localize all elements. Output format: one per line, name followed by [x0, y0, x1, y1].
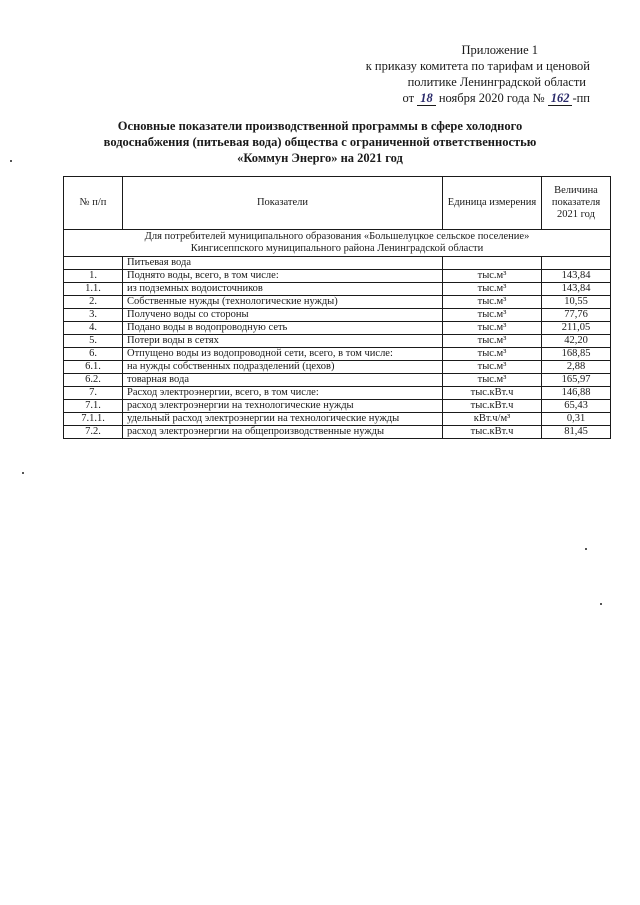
row-value: 211,05: [542, 322, 611, 335]
row-number: 1.: [64, 270, 123, 283]
row-number: 5.: [64, 335, 123, 348]
table-row: [64, 400, 611, 413]
row-indicator: Поднято воды, всего, в том числе:: [123, 270, 443, 283]
row-value: 168,85: [542, 348, 611, 361]
scan-speck: [600, 603, 602, 605]
row-number: 1.1.: [64, 283, 123, 296]
row-indicator: Подано воды в водопроводную сеть: [123, 322, 443, 335]
row-unit: тыс.кВт.ч: [443, 426, 542, 439]
row-unit: тыс.м³: [443, 361, 542, 374]
row-number: 6.1.: [64, 361, 123, 374]
date-prefix: от: [402, 91, 415, 105]
title-line-3: «Коммун Энерго» на 2021 год: [237, 151, 403, 165]
row-value: 146,88: [542, 387, 611, 400]
appendix-title: Приложение 1: [461, 43, 538, 57]
row-unit: тыс.м³: [443, 309, 542, 322]
header-indicator: Показатели: [123, 177, 443, 230]
row-unit: кВт.ч/м³: [443, 413, 542, 426]
row-number: 3.: [64, 309, 123, 322]
header-number: № п/п: [64, 177, 123, 230]
handwritten-order-number: 162: [548, 91, 573, 106]
group-label: [64, 230, 611, 257]
row-indicator: расход электроэнергии на общепроизводственные нужды: [123, 426, 443, 439]
row-value: 165,97: [542, 374, 611, 387]
row-indicator: Получено воды со стороны: [123, 309, 443, 322]
row-value: 77,76: [542, 309, 611, 322]
header-unit: Единица измерения: [443, 177, 542, 230]
row-unit: тыс.м³: [443, 335, 542, 348]
row-indicator: расход электроэнергии на технологические нужды: [123, 400, 443, 413]
title-line-2: водоснабжения (питьевая вода) общества с ограниченной ответственностью: [103, 135, 537, 149]
row-unit: тыс.кВт.ч: [443, 387, 542, 400]
row-indicator: Отпущено воды из водопроводной сети, всего, в том числе:: [123, 348, 443, 361]
row-value: 42,20: [542, 335, 611, 348]
table-row: [64, 296, 611, 309]
row-value: 81,45: [542, 426, 611, 439]
row-value: 0,31: [542, 413, 611, 426]
row-number: 4.: [64, 322, 123, 335]
row-unit: тыс.м³: [443, 283, 542, 296]
table-row: [64, 270, 611, 283]
title-line-1: Основные показатели производственной программы в сфере холодного: [117, 119, 523, 133]
row-value: 10,55: [542, 296, 611, 309]
group-line-1: Для потребителей муниципального образования «Большелуцкое сельское поселение»: [144, 231, 530, 242]
row-value: 143,84: [542, 283, 611, 296]
scan-speck: [585, 548, 587, 550]
group-line-2: Кингисеппского муниципального района Ленинградской области: [190, 243, 484, 254]
table-row: [64, 335, 611, 348]
indicators-table: [63, 176, 611, 439]
row-indicator: товарная вода: [123, 374, 443, 387]
section-label: Питьевая вода: [123, 257, 443, 270]
row-number: 6.: [64, 348, 123, 361]
row-number: 7.1.: [64, 400, 123, 413]
document-title: [60, 118, 580, 166]
appendix-block: [360, 42, 590, 106]
table-row: [64, 322, 611, 335]
table-header-row: [64, 177, 611, 230]
row-unit: тыс.м³: [443, 322, 542, 335]
scan-speck: [22, 472, 24, 474]
row-number: 7.2.: [64, 426, 123, 439]
row-unit: тыс.кВт.ч: [443, 400, 542, 413]
table-row: [64, 283, 611, 296]
table-row: [64, 309, 611, 322]
scan-speck: [10, 160, 12, 162]
table-row: [64, 361, 611, 374]
table-row: [64, 387, 611, 400]
section-row: [64, 257, 611, 270]
header-value: Величина показателя 2021 год: [542, 177, 611, 230]
appendix-date-line: [360, 90, 590, 106]
section-unit-cell: [443, 257, 542, 270]
row-number: 6.2.: [64, 374, 123, 387]
section-number-cell: [64, 257, 123, 270]
table-row: [64, 348, 611, 361]
appendix-order-ref: к приказу комитета по тарифам и ценовой: [365, 59, 590, 73]
row-unit: тыс.м³: [443, 296, 542, 309]
row-indicator: Потери воды в сетях: [123, 335, 443, 348]
row-indicator: Собственные нужды (технологические нужды): [123, 296, 443, 309]
row-unit: тыс.м³: [443, 270, 542, 283]
table-row: [64, 413, 611, 426]
date-middle: ноября 2020 года №: [438, 91, 545, 105]
table-row: [64, 426, 611, 439]
row-number: 7.1.1.: [64, 413, 123, 426]
table-row: [64, 374, 611, 387]
row-indicator: на нужды собственных подразделений (цехов): [123, 361, 443, 374]
appendix-committee: политике Ленинградской области: [407, 75, 586, 89]
row-number: 7.: [64, 387, 123, 400]
order-suffix: -пп: [572, 91, 590, 105]
row-unit: тыс.м³: [443, 374, 542, 387]
row-unit: тыс.м³: [443, 348, 542, 361]
row-value: 65,43: [542, 400, 611, 413]
row-indicator: удельный расход электроэнергии на технологические нужды: [123, 413, 443, 426]
row-value: 2,88: [542, 361, 611, 374]
group-row: [64, 230, 611, 257]
row-indicator: из подземных водоисточников: [123, 283, 443, 296]
row-number: 2.: [64, 296, 123, 309]
row-indicator: Расход электроэнергии, всего, в том числе:: [123, 387, 443, 400]
section-value-cell: [542, 257, 611, 270]
handwritten-day: 18: [417, 91, 436, 106]
row-value: 143,84: [542, 270, 611, 283]
